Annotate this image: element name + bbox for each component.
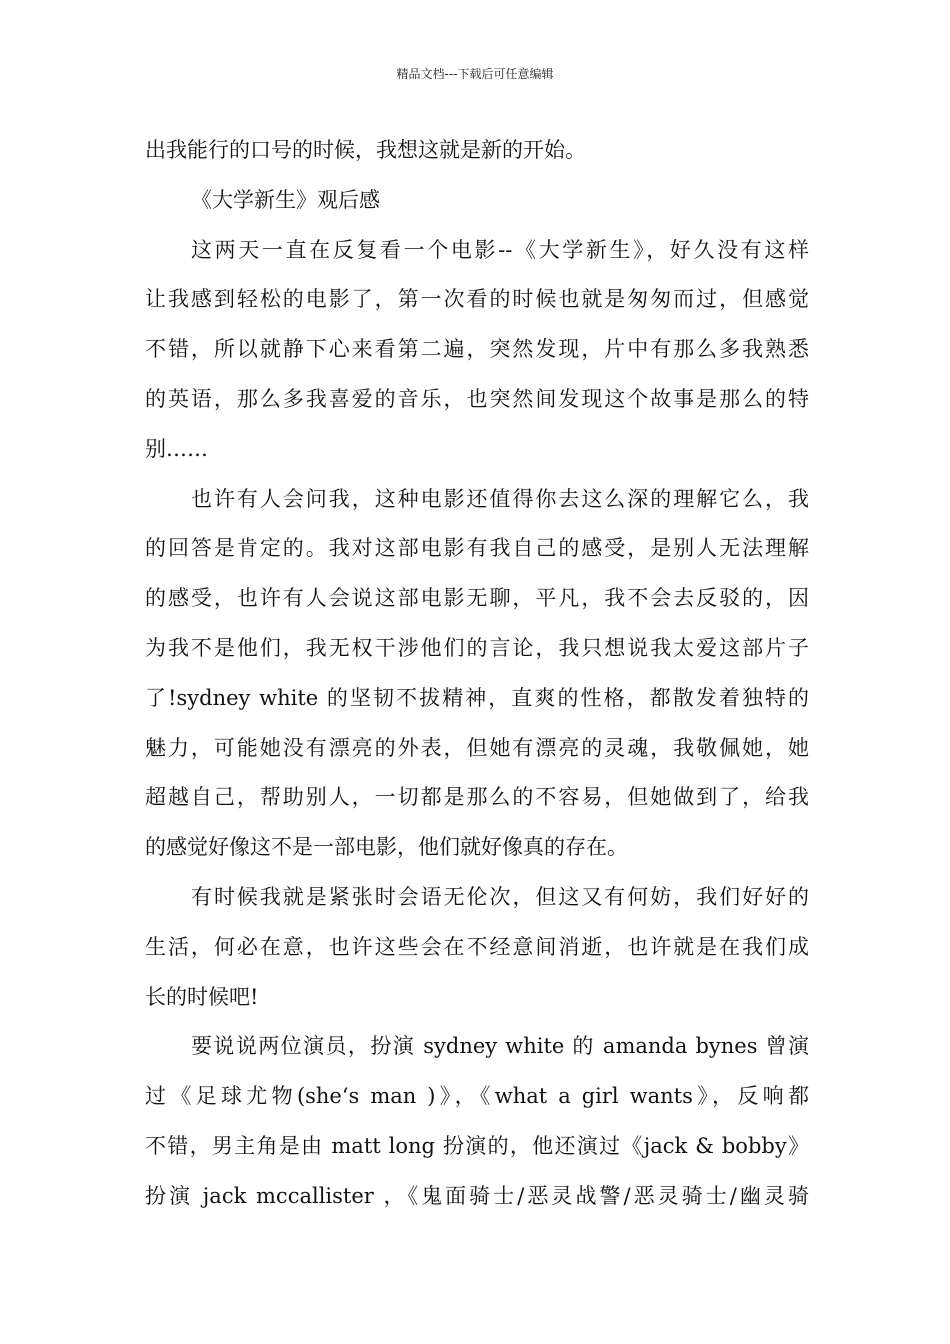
text-line: 了!sydney white 的坚韧不拔精神，直爽的性格，都散发着独特的 <box>145 685 809 710</box>
text-line: 别…… <box>145 436 208 461</box>
text-line: 也许有人会问我，这种电影还值得你去这么深的理解它么，我 <box>191 486 809 511</box>
text-line: 的回答是肯定的。我对这部电影有我自己的感受，是别人无法理解 <box>145 536 809 561</box>
text-line: 不错，所以就静下心来看第二遍，突然发现，片中有那么多我熟悉 <box>145 337 809 362</box>
text-line: 生活，何必在意，也许这些会在不经意间消逝，也许就是在我们成 <box>145 934 809 959</box>
text-line: 有时候我就是紧张时会语无伦次，但这又有何妨，我们好好的 <box>191 884 809 909</box>
text-line: 让我感到轻松的电影了，第一次看的时候也就是匆匆而过，但感觉 <box>145 287 809 312</box>
text-line: 超越自己，帮助别人，一切都是那么的不容易，但她做到了，给我 <box>145 785 809 810</box>
text-line: 要说说两位演员，扮演 sydney white 的 amanda bynes 曾演 <box>191 1034 809 1059</box>
text-line: 不错，男主角是由 matt long 扮演的，他还演过《jack & bobby》 <box>145 1133 809 1158</box>
text-line: 魅力，可能她没有漂亮的外表，但她有漂亮的灵魂，我敬佩她，她 <box>145 735 809 760</box>
article-title: 《大学新生》观后感 <box>191 187 380 212</box>
text-line: 过《足球尤物(she‘s man )》，《what a girl wants》，反响都 <box>145 1084 809 1109</box>
text-line: 的感受，也许有人会说这部电影无聊，平凡，我不会去反驳的，因 <box>145 586 809 611</box>
text-line: 的感觉好像这不是一部电影，他们就好像真的存在。 <box>145 835 628 860</box>
text-line: 扮演 jack mccallister ，《鬼面骑士/恶灵战警/恶灵骑士/幽灵骑 <box>145 1183 809 1208</box>
text-line: 长的时候吧! <box>145 984 259 1009</box>
page-header: 精品文档---下载后可任意编辑 <box>396 67 554 81</box>
text-line: 这两天一直在反复看一个电影--《大学新生》，好久没有这样 <box>191 237 809 262</box>
text-line: 的英语，那么多我喜爱的音乐，也突然间发现这个故事是那么的特 <box>145 386 809 411</box>
document-body <box>145 126 809 1222</box>
text-line: 为我不是他们，我无权干涉他们的言论，我只想说我太爱这部片子 <box>145 635 809 660</box>
text-line: 出我能行的口号的时候，我想这就是新的开始。 <box>145 138 586 162</box>
